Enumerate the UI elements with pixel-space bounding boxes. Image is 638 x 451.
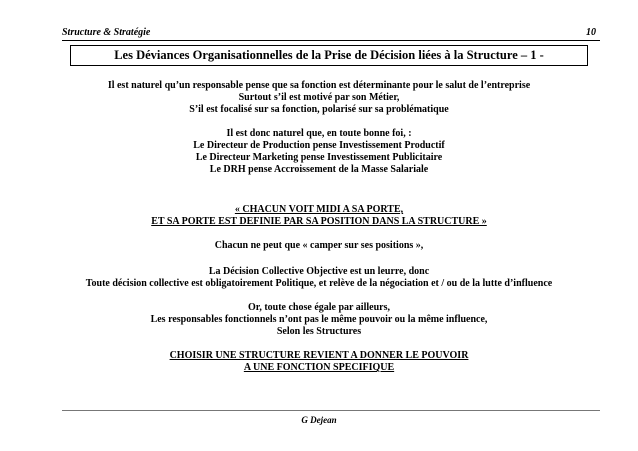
footer-rule — [62, 410, 600, 411]
text-line: S’il est focalisé sur sa fonction, polarisé sur sa problématique — [189, 104, 449, 115]
text-line: Or, toute chose égale par ailleurs, — [248, 302, 390, 313]
text-line: Le DRH pense Accroissement de la Masse Salariale — [209, 164, 429, 175]
text-line: Il est donc naturel que, en toute bonne foi, : — [226, 128, 412, 139]
text-line: Surtout s’il est motivé par son Métier, — [238, 92, 400, 103]
footer-author: G Dejean — [301, 415, 337, 425]
text-line: La Décision Collective Objective est un leurre, donc — [208, 266, 430, 277]
text-line: Il est naturel qu’un responsable pense que sa fonction est déterminante pour le salut de l’entreprise — [107, 80, 531, 91]
text-line: Chacun ne peut que « camper sur ses positions », — [214, 240, 424, 251]
header-rule — [62, 40, 600, 41]
text-line: Les responsables fonctionnels n’ont pas le même pouvoir ou la même influence, — [150, 314, 488, 325]
text-line: Toute décision collective est obligatoirement Politique, et relève de la négociation et / ou de la lutte d’influence — [85, 278, 553, 289]
emphasis-line: ET SA PORTE EST DEFINIE PAR SA POSITION DANS LA STRUCTURE » — [151, 216, 487, 227]
conclusion-line: CHOISIR UNE STRUCTURE REVIENT A DONNER LE POUVOIR — [169, 350, 469, 361]
text-line: Le Directeur Marketing pense Investissement Publicitaire — [195, 152, 443, 163]
text-line: Le Directeur de Production pense Investissement Productif — [193, 140, 445, 151]
conclusion-line: A UNE FONCTION SPECIFIQUE — [243, 362, 395, 373]
page-number: 10 — [586, 27, 596, 38]
emphasis-line: « CHACUN VOIT MIDI A SA PORTE, — [234, 204, 404, 215]
slide-title: Les Déviances Organisationnelles de la Prise de Décision liées à la Structure – 1 - — [70, 45, 588, 66]
header-left-text: Structure & Stratégie — [62, 27, 151, 38]
text-line: Selon les Structures — [276, 326, 362, 337]
